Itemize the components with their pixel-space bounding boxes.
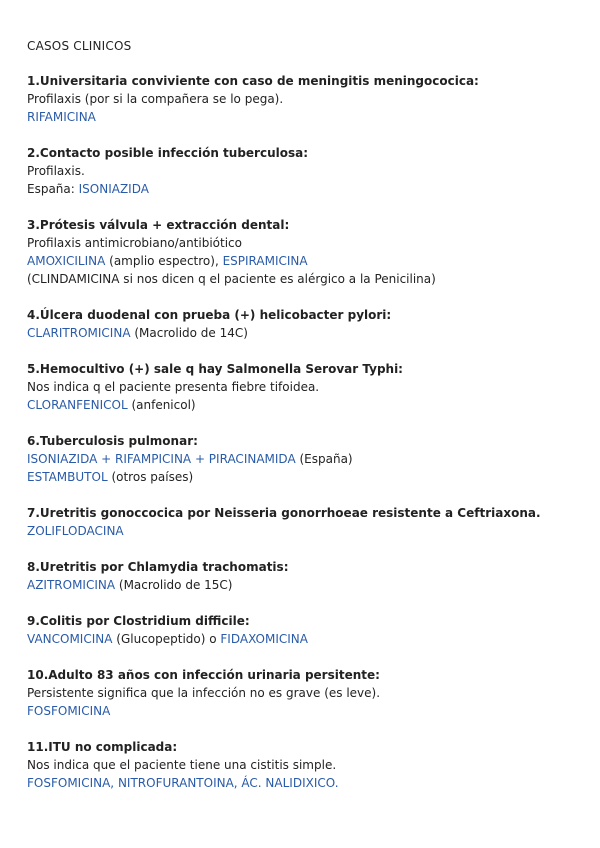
case-text: Nos indica que el paciente tiene una cistitis simple.: [27, 758, 337, 772]
case-text: (Macrolido de 15C): [115, 578, 233, 592]
case-line: [27, 180, 600, 198]
case-line: [27, 90, 600, 108]
drug-name: ESPIRAMICINA: [222, 254, 308, 268]
case-line: [27, 108, 600, 126]
case-line: [27, 270, 600, 288]
case-block: [27, 504, 600, 540]
case-heading: 9.Colitis por Clostridium difficile:: [27, 614, 250, 628]
case-block: [27, 432, 600, 486]
case-text: (Glucopeptido) o: [112, 632, 221, 646]
case-text: Profilaxis (por si la compañera se lo pega).: [27, 92, 284, 106]
case-block: [27, 360, 600, 414]
case-line: [27, 684, 600, 702]
drug-name: RIFAMICINA: [27, 110, 96, 124]
case-line: [27, 630, 600, 648]
case-line: [27, 396, 600, 414]
case-heading: 4.Úlcera duodenal con prueba (+) helicobacter pylori:: [27, 308, 392, 322]
case-text: (otros países): [107, 470, 194, 484]
drug-name: ISONIAZIDA + RIFAMPICINA + PIRACINAMIDA: [27, 452, 296, 466]
case-line: [27, 252, 600, 270]
case-text: (CLINDAMICINA si nos dicen q el paciente es alérgico a la Penicilina): [27, 272, 436, 286]
case-text: España:: [27, 182, 79, 196]
case-line: [27, 702, 600, 720]
drug-name: ZOLIFLODACINA: [27, 524, 124, 538]
case-heading: 2.Contacto posible infección tuberculosa:: [27, 146, 309, 160]
drug-name: FOSFOMICINA: [27, 704, 111, 718]
case-heading: 8.Uretritis por Chlamydia trachomatis:: [27, 560, 289, 574]
case-heading: 11.ITU no complicada:: [27, 740, 178, 754]
case-block: [27, 738, 600, 792]
case-text: (España): [295, 452, 353, 466]
drug-name: FOSFOMICINA, NITROFURANTOINA, ÁC. NALIDIXICO.: [27, 776, 339, 790]
case-block: [27, 216, 600, 288]
case-text: (anfenicol): [127, 398, 196, 412]
case-heading: 3.Prótesis válvula + extracción dental:: [27, 218, 290, 232]
case-line: [27, 378, 600, 396]
case-heading: 5.Hemocultivo (+) sale q hay Salmonella Serovar Typhi:: [27, 362, 403, 376]
case-text: Profilaxis.: [27, 164, 85, 178]
case-block: [27, 72, 600, 126]
case-heading: 10.Adulto 83 años con infección urinaria persitente:: [27, 668, 380, 682]
case-heading: 1.Universitaria conviviente con caso de meningitis meningococica:: [27, 74, 479, 88]
case-line: [27, 324, 600, 342]
case-list: [27, 72, 600, 792]
case-block: [27, 612, 600, 648]
case-line: [27, 468, 600, 486]
case-text: (Macrolido de 14C): [130, 326, 248, 340]
case-line: [27, 756, 600, 774]
case-block: [27, 306, 600, 342]
case-line: [27, 162, 600, 180]
case-block: [27, 666, 600, 720]
case-text: Nos indica q el paciente presenta fiebre tifoidea.: [27, 380, 320, 394]
drug-name: VANCOMICINA: [27, 632, 113, 646]
case-block: [27, 558, 600, 594]
drug-name: CLARITROMICINA: [27, 326, 131, 340]
case-text: Profilaxis antimicrobiano/antibiótico: [27, 236, 242, 250]
drug-name: FIDAXOMICINA: [220, 632, 308, 646]
drug-name: AZITROMICINA: [27, 578, 116, 592]
case-line: [27, 450, 600, 468]
drug-name: ESTAMBUTOL: [27, 470, 108, 484]
document-title: CASOS CLINICOS: [27, 39, 132, 53]
case-line: [27, 234, 600, 252]
drug-name: AMOXICILINA: [27, 254, 106, 268]
drug-name: CLORANFENICOL: [27, 398, 128, 412]
case-text: (amplio espectro),: [105, 254, 223, 268]
drug-name: ISONIAZIDA: [78, 182, 149, 196]
case-block: [27, 144, 600, 198]
case-heading: 6.Tuberculosis pulmonar:: [27, 434, 198, 448]
case-text: Persistente significa que la infección no es grave (es leve).: [27, 686, 381, 700]
case-heading: 7.Uretritis gonoccocica por Neisseria gonorrhoeae resistente a Ceftriaxona.: [27, 506, 541, 520]
case-line: [27, 576, 600, 594]
case-line: [27, 774, 600, 792]
case-line: [27, 522, 600, 540]
